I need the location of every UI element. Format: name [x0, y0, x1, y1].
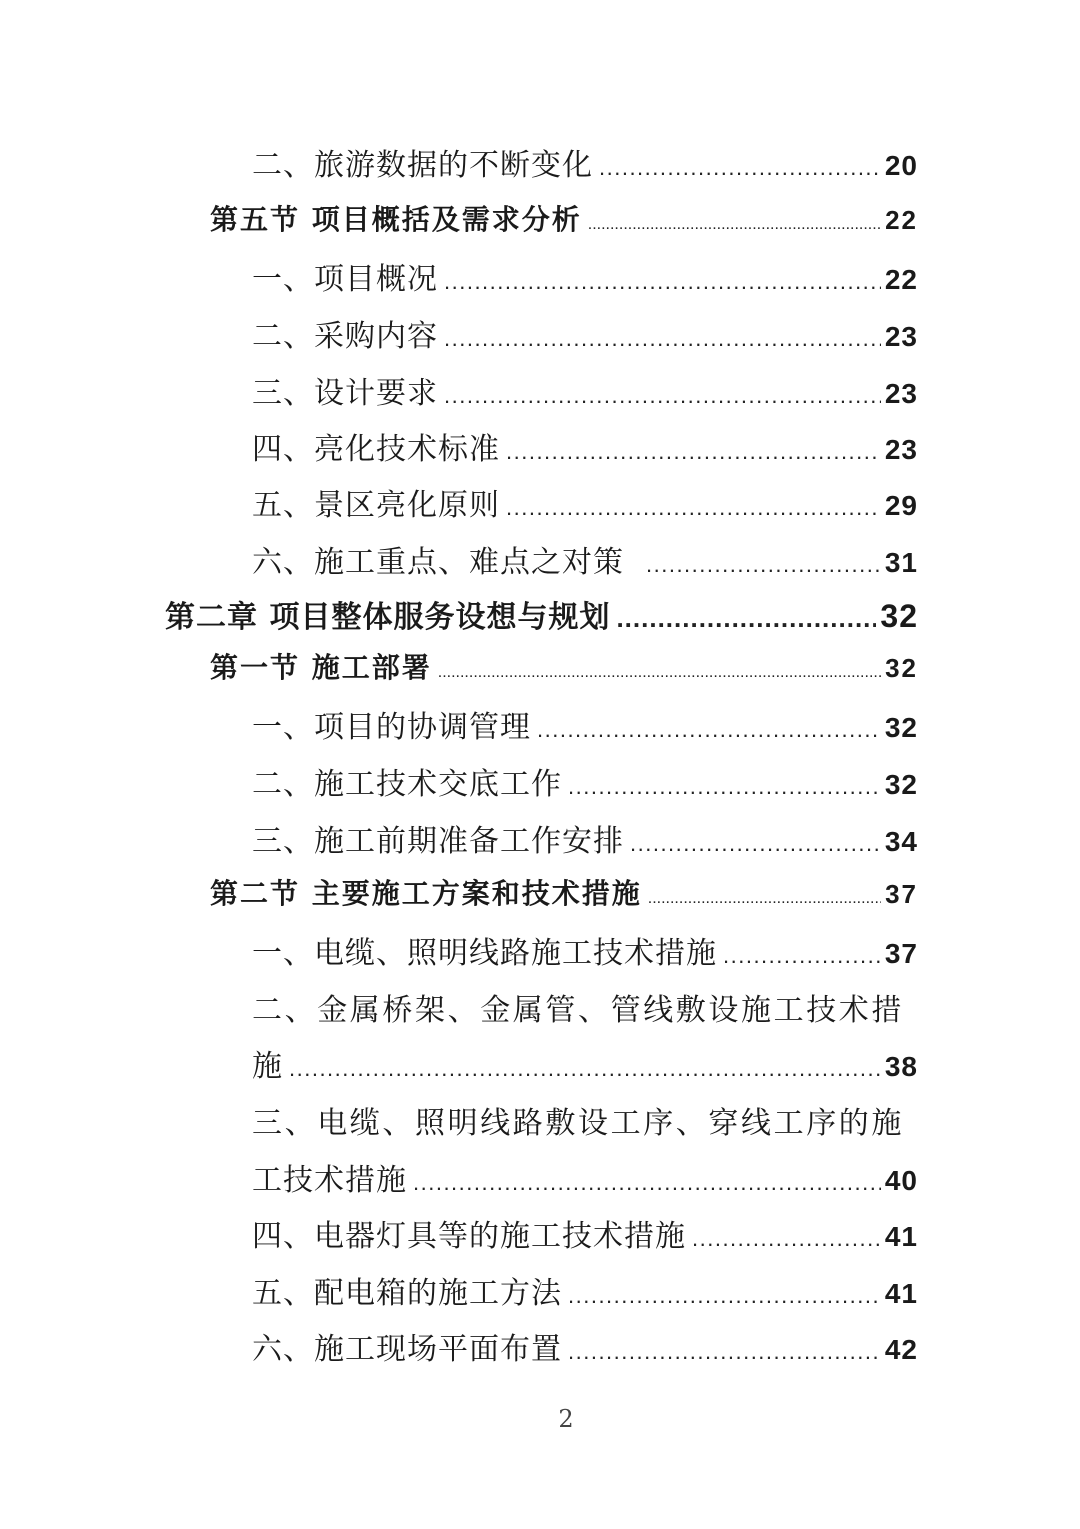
toc-entry[interactable] — [252, 1268, 918, 1312]
toc-entry-title-continued: 工技术措施 — [252, 1163, 407, 1198]
toc-leader-dots — [537, 717, 881, 743]
toc-entry-page: 42 — [884, 1334, 918, 1365]
toc-entry-page: 22 — [884, 264, 918, 295]
toc-entry-title: 第二章 项目整体服务设想与规划 — [165, 600, 611, 635]
toc-leader-dots — [648, 890, 881, 908]
toc-leader-dots — [444, 326, 881, 352]
toc-entry-title: 一、项目概况 — [252, 262, 438, 297]
toc-entry-title: 第一节 施工部署 — [210, 651, 432, 684]
toc-entry[interactable] — [252, 368, 918, 412]
toc-entry-page: 20 — [884, 150, 918, 181]
toc-entry[interactable] — [252, 140, 918, 184]
toc-entry[interactable] — [252, 759, 918, 803]
toc-entry-page: 41 — [884, 1278, 918, 1309]
toc-entry-page: 23 — [884, 434, 918, 465]
toc-leader-dots — [616, 603, 876, 634]
toc-entry-title: 四、亮化技术标准 — [252, 432, 500, 467]
toc-entry-page: 23 — [884, 321, 918, 352]
toc-entry[interactable] — [252, 254, 918, 298]
toc-entry-page: 31 — [884, 547, 918, 578]
toc-leader-dots — [692, 1226, 881, 1252]
toc-leader-dots — [438, 664, 881, 682]
toc-entry-title: 二、旅游数据的不断变化 — [252, 148, 593, 183]
toc-entry-page: 34 — [884, 826, 918, 857]
page-number: 2 — [558, 1405, 574, 1433]
toc-entry-title: 第五节 项目概括及需求分析 — [210, 203, 582, 236]
toc-entry-page: 32 — [880, 598, 918, 634]
toc-entry-title: 一、项目的协调管理 — [252, 710, 531, 745]
toc-entry-title: 二、采购内容 — [252, 319, 438, 354]
toc-leader-dots — [599, 155, 881, 181]
toc-entry-wrapped-title[interactable]: 二、金属桥架、金属管、管线敷设施工技术措 — [252, 993, 904, 1028]
toc-entry[interactable] — [252, 816, 918, 860]
toc-leader-dots — [646, 552, 881, 578]
toc-section-entry[interactable] — [210, 872, 918, 912]
toc-entry[interactable] — [252, 537, 918, 581]
toc-entry-title: 二、施工技术交底工作 — [252, 767, 562, 802]
toc-entry-title: 一、电缆、照明线路施工技术措施 — [252, 936, 717, 971]
toc-entry[interactable] — [252, 702, 918, 746]
toc-entry-wrapped-title[interactable]: 三、电缆、照明线路敷设工序、穿线工序的施 — [252, 1106, 904, 1141]
toc-entry-page: 38 — [884, 1051, 918, 1082]
toc-leader-dots — [413, 1170, 881, 1196]
toc-entry[interactable] — [252, 928, 918, 972]
toc-entry-page: 37 — [885, 879, 918, 909]
toc-leader-dots — [588, 216, 881, 234]
toc-leader-dots — [506, 439, 881, 465]
toc-entry[interactable] — [252, 1211, 918, 1255]
toc-entry-page: 32 — [884, 712, 918, 743]
toc-entry-title-continued: 施 — [252, 1049, 283, 1084]
toc-entry[interactable] — [252, 1041, 918, 1085]
toc-leader-dots — [723, 943, 881, 969]
toc-entry[interactable] — [252, 311, 918, 355]
toc-entry-title: 五、景区亮化原则 — [252, 488, 500, 523]
toc-section-entry[interactable] — [210, 198, 918, 238]
toc-leader-dots — [568, 1339, 881, 1365]
toc-leader-dots — [289, 1056, 881, 1082]
toc-entry-title: 六、施工重点、难点之对策 — [252, 545, 624, 580]
toc-entry-title: 五、配电箱的施工方法 — [252, 1276, 562, 1311]
toc-section-entry[interactable] — [210, 646, 918, 686]
toc-leader-dots — [506, 495, 881, 521]
toc-entry-title: 六、施工现场平面布置 — [252, 1332, 562, 1367]
toc-entry[interactable] — [252, 1155, 918, 1199]
toc-chapter-entry[interactable] — [165, 592, 918, 636]
toc-entry-page: 23 — [884, 378, 918, 409]
toc-entry-title: 三、施工前期准备工作安排 — [252, 824, 624, 859]
toc-entry-page: 29 — [884, 490, 918, 521]
toc-entry-page: 22 — [885, 205, 918, 235]
toc-entry[interactable] — [252, 480, 918, 524]
toc-leader-dots — [444, 269, 881, 295]
toc-entry[interactable] — [252, 1324, 918, 1368]
toc-entry[interactable] — [252, 424, 918, 468]
toc-leader-dots — [568, 774, 881, 800]
toc-entry-title: 四、电器灯具等的施工技术措施 — [252, 1219, 686, 1254]
toc-leader-dots — [630, 831, 881, 857]
toc-entry-title: 三、设计要求 — [252, 376, 438, 411]
toc-entry-page: 41 — [884, 1221, 918, 1252]
toc-leader-dots — [444, 383, 881, 409]
toc-leader-dots — [568, 1283, 881, 1309]
toc-entry-page: 40 — [884, 1165, 918, 1196]
toc-entry-page: 32 — [885, 653, 918, 683]
toc-entry-title: 第二节 主要施工方案和技术措施 — [210, 877, 642, 910]
toc-entry-page: 32 — [884, 769, 918, 800]
toc-entry-page: 37 — [884, 938, 918, 969]
